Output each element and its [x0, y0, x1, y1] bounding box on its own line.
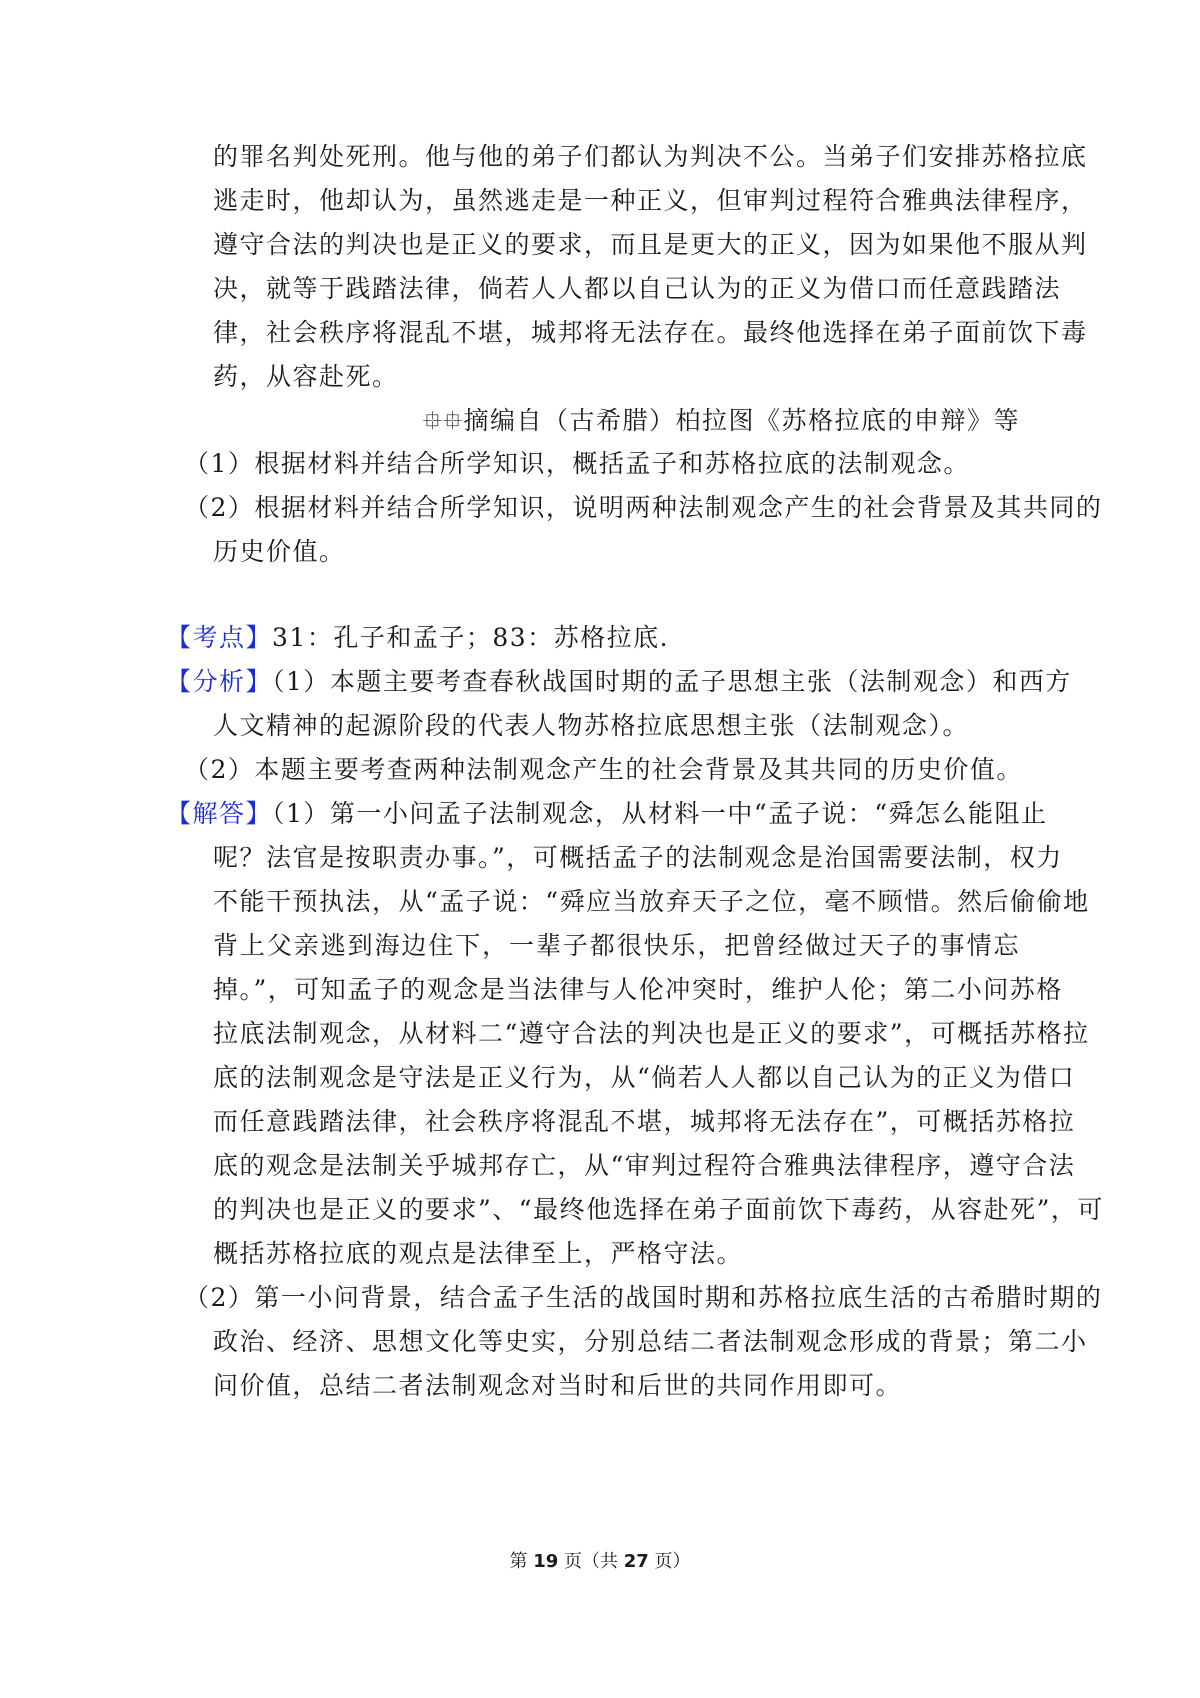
jieda-line: 呢？法官是按职责办事。”，可概括孟子的法制观念是治国需要法制，权力 [213, 843, 1063, 872]
jieda-line: 的判决也是正义的要求”、“最终他选择在弟子面前饮下毒药，从容赴死”，可 [213, 1195, 1104, 1224]
kaodian-label: 【考点】 [166, 623, 273, 652]
fenxi-line: 人文精神的起源阶段的代表人物苏格拉底思想主张（法制观念）。 [213, 711, 970, 740]
jieda-section [166, 791, 1048, 837]
jieda-line: 概括苏格拉底的观点是法律至上，严格守法。 [213, 1239, 744, 1268]
jieda-line: 拉底法制观念，从材料二“遵守合法的判决也是正义的要求”，可概括苏格拉 [213, 1019, 1090, 1048]
question-2-continuation: 历史价值。 [213, 537, 346, 566]
question-1: （1）根据材料并结合所学知识，概括孟子和苏格拉底的法制观念。 [184, 449, 970, 478]
kaodian-section [166, 615, 669, 661]
passage-line: 决，就等于践踏法律，倘若人人都以自己认为的正义为借口而任意践踏法 [213, 274, 1062, 303]
jieda-part2-line: 问价值，总结二者法制观念对当时和后世的共同作用即可。 [213, 1371, 903, 1400]
fenxi-section [166, 659, 1072, 705]
jieda-part2-line: （2）第一小问背景，结合孟子生活的战国时期和苏格拉底生活的古希腊时期的 [184, 1283, 1103, 1312]
fenxi-label: 【分析】 [166, 667, 273, 696]
jieda-line: 而任意践踏法律，社会秩序将混乱不堪，城邦将无法存在”，可概括苏格拉 [213, 1107, 1076, 1136]
passage-line: 药，从容赴死。 [213, 362, 399, 391]
page-number: 19 [533, 1551, 559, 1572]
passage-line: 逃走时，他却认为，虽然逃走是一种正义，但审判过程符合雅典法律程序， [213, 186, 1088, 215]
passage-source: ⯐⯐摘编自（古希腊）柏拉图《苏格拉底的申辩》等 [422, 406, 1020, 435]
jieda-line: 掉。”，可知孟子的观念是当法律与人伦冲突时，维护人伦；第二小问苏格 [213, 975, 1063, 1004]
passage-line: 律，社会秩序将混乱不堪，城邦将无法存在。最终他选择在弟子面前饮下毒 [213, 318, 1088, 347]
missing-glyph-icon: ⯐⯐ [422, 406, 464, 435]
fenxi-line: （2）本题主要考查两种法制观念产生的社会背景及其共同的历史价值。 [184, 755, 1023, 784]
page-total: 27 [623, 1551, 649, 1572]
jieda-line: 背上父亲逃到海边住下，一辈子都很快乐，把曾经做过天子的事情忘 [213, 931, 1020, 960]
question-2: （2）根据材料并结合所学知识，说明两种法制观念产生的社会背景及其共同的 [184, 493, 1103, 522]
page-footer: 第 19 页（共 27 页） [509, 1551, 691, 1572]
jieda-line: （1）第一小问孟子法制观念，从材料一中“孟子说：“舜怎么能阻止 [272, 799, 1048, 828]
jieda-part2-line: 政治、经济、思想文化等史实，分别总结二者法制观念形成的背景；第二小 [213, 1327, 1088, 1356]
jieda-line: 底的观念是法制关乎城邦存亡，从“审判过程符合雅典法律程序，遵守合法 [213, 1151, 1076, 1180]
passage-line: 的罪名判处死刑。他与他的弟子们都认为判决不公。当弟子们安排苏格拉底 [213, 142, 1088, 171]
jieda-line: 底的法制观念是守法是正义行为，从“倘若人人都以自己认为的正义为借口 [213, 1063, 1076, 1092]
jieda-label: 【解答】 [166, 799, 273, 828]
fenxi-line: （1）本题主要考查春秋战国时期的孟子思想主张（法制观念）和西方 [272, 667, 1072, 696]
kaodian-text: 31：孔子和孟子；83：苏格拉底. [272, 623, 670, 652]
passage-line: 遵守合法的判决也是正义的要求，而且是更大的正义，因为如果他不服从判 [213, 230, 1088, 259]
jieda-line: 不能干预执法，从“孟子说：“舜应当放弃天子之位，毫不顾惜。然后偷偷地 [213, 887, 1090, 916]
